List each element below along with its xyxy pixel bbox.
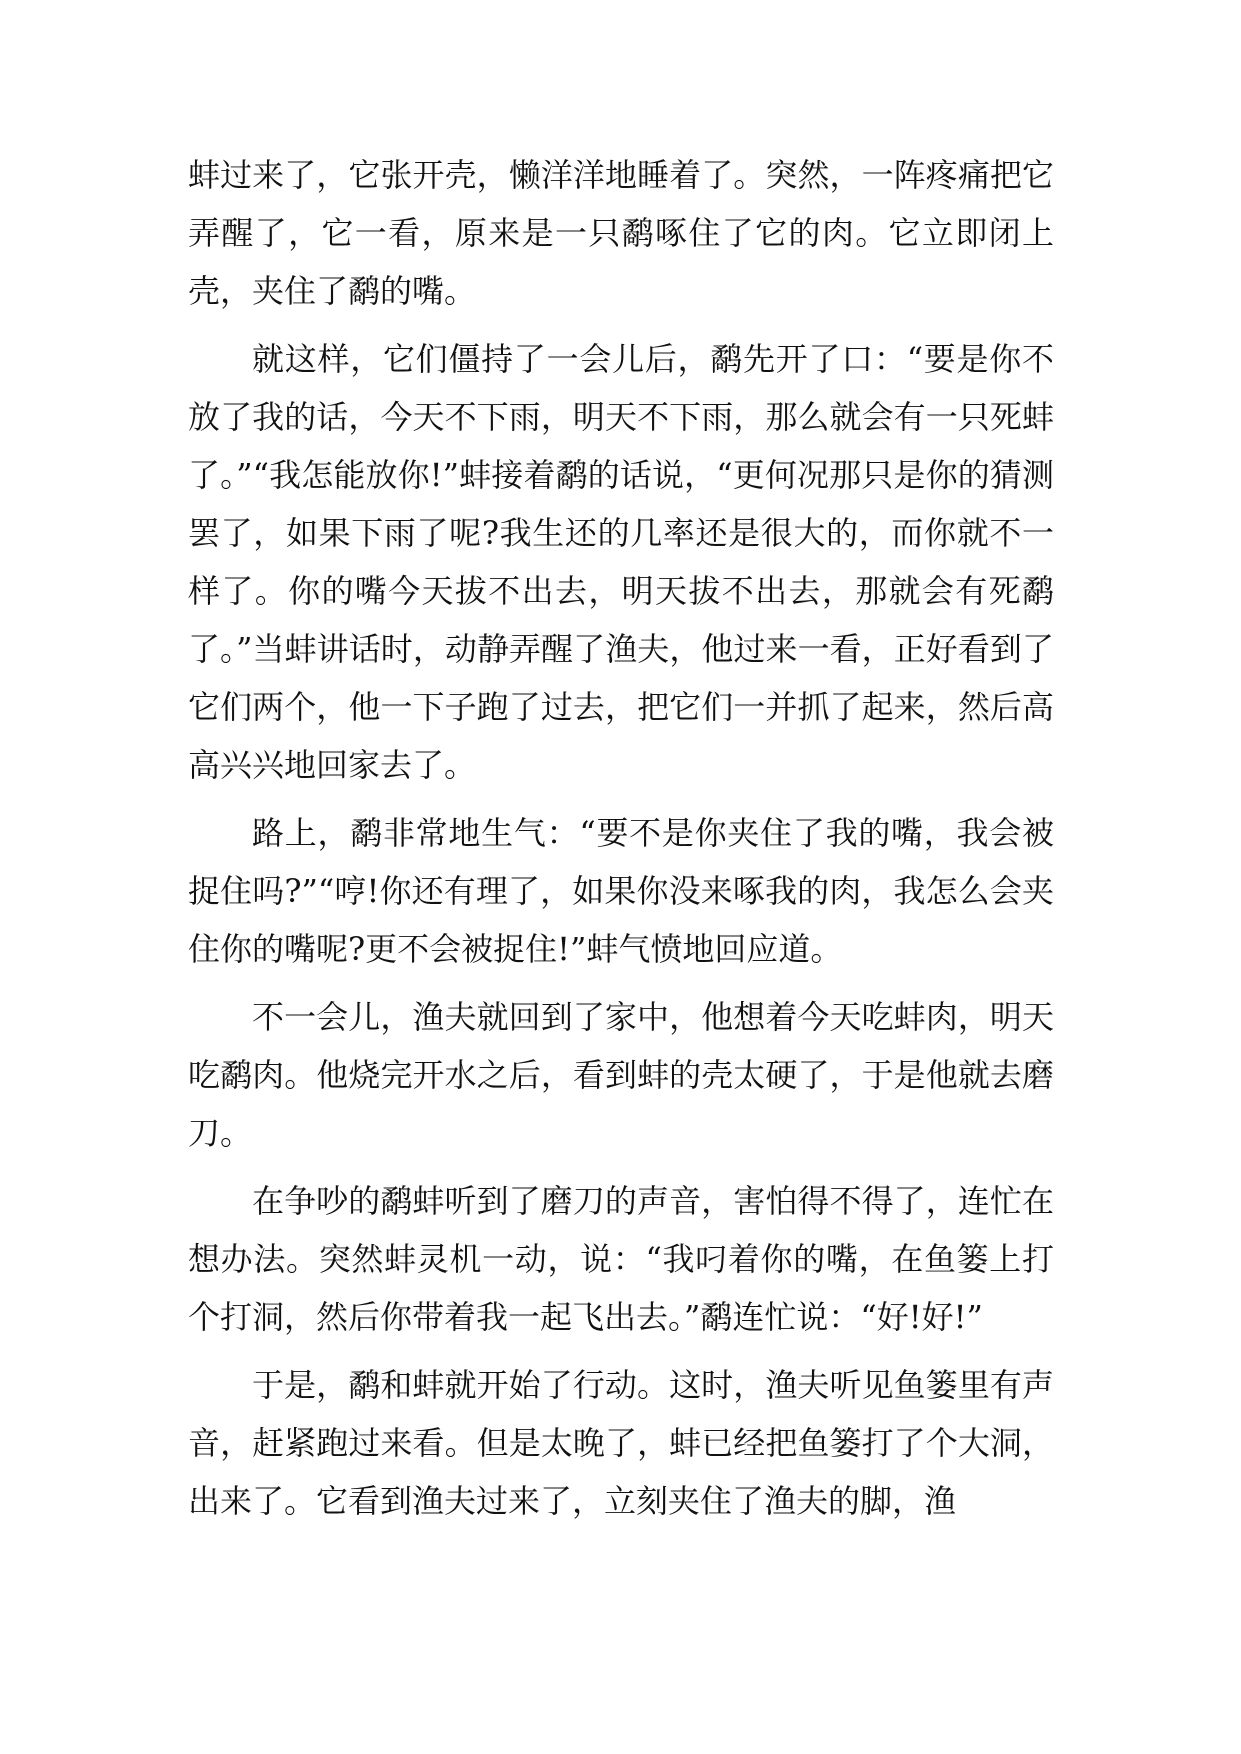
paragraph-3: 路上，鹬非常地生气：“要不是你夹住了我的嘴，我会被捉住吗?”“哼!你还有理了，如果你没来啄我的肉，我怎么会夹住你的嘴呢?更不会被捉住!”蚌气愤地回应道。 <box>188 814 1054 968</box>
paragraph-4: 不一会儿，渔夫就回到了家中，他想着今天吃蚌肉，明天吃鹬肉。他烧完开水之后，看到蚌的壳太硬了，于是他就去磨刀。 <box>188 998 1054 1152</box>
paragraph-6: 于是，鹬和蚌就开始了行动。这时，渔夫听见鱼篓里有声音，赶紧跑过来看。但是太晚了，蚌已经把鱼篓打了个大洞，出来了。它看到渔夫过来了，立刻夹住了渔夫的脚，渔 <box>188 1366 1054 1520</box>
paragraph-2: 就这样，它们僵持了一会儿后，鹬先开了口：“要是你不放了我的话，今天不下雨，明天不下雨，那么就会有一只死蚌了。”“我怎能放你!”蚌接着鹬的话说，“更何况那只是你的猜测罢了，如果下雨了呢?我生还的几率还是很大的，而你就不一样了。你的嘴今天拔不出去，明天拔不出去，那就会有死鹬了。”当蚌讲话时，动静弄醒了渔夫，他过来一看，正好看到了它们两个，他一下子跑了过去，把它们一并抓了起来，然后高高兴兴地回家去了。 <box>188 340 1054 784</box>
paragraph-1: 蚌过来了，它张开壳，懒洋洋地睡着了。突然，一阵疼痛把它弄醒了，它一看，原来是一只鹬啄住了它的肉。它立即闭上壳，夹住了鹬的嘴。 <box>188 156 1054 310</box>
document-page <box>188 146 1054 1540</box>
paragraph-5: 在争吵的鹬蚌听到了磨刀的声音，害怕得不得了，连忙在想办法。突然蚌灵机一动，说：“我叼着你的嘴，在鱼篓上打个打洞，然后你带着我一起飞出去。”鹬连忙说：“好!好!” <box>188 1182 1054 1336</box>
